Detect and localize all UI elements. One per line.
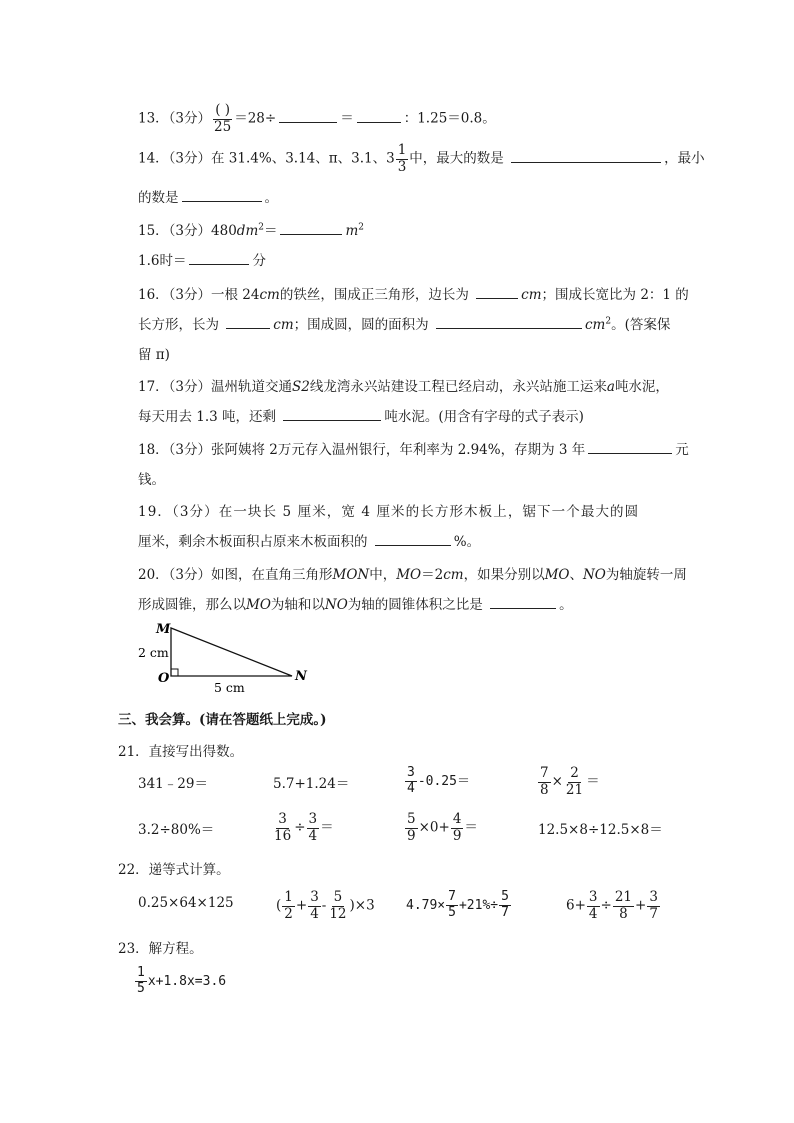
side-label-on: 5 cm bbox=[214, 680, 245, 695]
calc-item: 12.5×8÷12.5×8＝ bbox=[538, 822, 663, 838]
question-18-line-1: 18．（3分）张阿姨将 2万元存入温州银行，年利率为 2.94%，存期为 3 年 元 bbox=[138, 438, 689, 458]
calc-item: $\frac{7}{8}$ × $\frac{2}{21}$ ＝ bbox=[540, 765, 600, 798]
question-19-line-2: 厘米，剩余木板面积占原来木板面积的 %。 bbox=[138, 530, 480, 550]
answer-blank[interactable] bbox=[375, 531, 451, 546]
answer-blank[interactable] bbox=[280, 220, 342, 235]
answer-blank[interactable] bbox=[226, 314, 270, 329]
calc-item: $\frac{3}{16}$ ÷ $\frac{3}{4}$ ＝ bbox=[274, 811, 334, 844]
expression-2: ( $\frac{1}{2}$ + $\frac{3}{4}$ - $\frac{5}{12}$ )×3 bbox=[276, 889, 375, 922]
question-16-line-3: 留 π) bbox=[138, 347, 170, 363]
right-angle-mark bbox=[171, 669, 178, 676]
question-16-line-2: 长方形，长为 cm；围成圆，圆的面积为 $cm^2$。(答案保 bbox=[138, 313, 670, 333]
question-18-line-2: 钱。 bbox=[138, 472, 165, 488]
answer-blank[interactable] bbox=[436, 314, 582, 329]
calc-item: 341﹣29＝ bbox=[138, 776, 208, 792]
calc-item: $\frac{3}{4}$ -0.25＝ bbox=[407, 765, 470, 796]
triangle-mon bbox=[171, 628, 292, 676]
vertex-label-m: M bbox=[156, 622, 171, 637]
right-triangle-figure bbox=[130, 618, 320, 698]
question-14-line-1: 14．（3分）在 31.4%、3.14、π、3.1、3 $\frac{1}{3}$ 中，最大的数是 ，最小 bbox=[138, 142, 705, 175]
question-14-line-2: 的数是 。 bbox=[138, 186, 278, 206]
vertex-label-o: O bbox=[158, 671, 170, 686]
answer-blank[interactable] bbox=[490, 594, 556, 609]
question-23-title: 23．解方程。 bbox=[118, 941, 203, 957]
answer-blank[interactable] bbox=[357, 108, 401, 123]
question-20-line-2: 形成圆锥，那么以MO为轴和以NO为轴的圆锥体积之比是 。 bbox=[138, 593, 573, 613]
question-21-title: 21．直接写出得数。 bbox=[118, 744, 244, 760]
expression-4: 6+ $\frac{3}{4}$ ÷ $\frac{21}{8}$ + $\frac{3}{7}$ bbox=[566, 889, 658, 922]
side-label-mo: 2 cm bbox=[138, 645, 169, 660]
calc-item: 5.7+1.24＝ bbox=[273, 776, 350, 792]
calc-item: 3.2÷80%＝ bbox=[138, 822, 215, 838]
answer-blank[interactable] bbox=[588, 439, 672, 454]
question-13: 13．（3分） $\frac{( )}{25}$ ＝28÷ ＝ ：1.25＝0.8。 bbox=[138, 102, 496, 135]
fraction-blank-over-25: $\frac{( )}{25}$ bbox=[214, 102, 232, 135]
answer-blank[interactable] bbox=[189, 250, 249, 265]
expression-3: 4.79× $\frac{7}{5}$ +21%÷ $\frac{5}{7}$ bbox=[406, 889, 509, 920]
equation: $\frac{1}{5}$ x+1.8x=3.6 bbox=[137, 965, 227, 996]
answer-blank[interactable] bbox=[511, 148, 661, 163]
question-19-line-1: 19．（3分）在一块长 5 厘米，宽 4 厘米的长方形木板上，锯下一个最大的圆 bbox=[138, 504, 640, 520]
section-3-heading: 三、我会算。(请在答题纸上完成。) bbox=[118, 712, 327, 728]
question-15-line-1: 15．（3分）$480dm^2= m^2$ bbox=[138, 219, 364, 239]
answer-blank[interactable] bbox=[279, 108, 337, 123]
question-15-line-2: 1.6时＝ 分 bbox=[138, 249, 266, 269]
expression-1: 0.25×64×125 bbox=[138, 895, 234, 911]
question-20-line-1: 20．（3分）如图，在直角三角形MON中，MO＝2cm，如果分别以MO、NO为轴旋转一周 bbox=[138, 567, 687, 583]
question-17-line-2: 每天用去 1.3 吨，还剩 吨水泥。(用含有字母的式子表示) bbox=[138, 405, 584, 425]
mixed-fraction: $\frac{1}{3}$ bbox=[397, 142, 407, 175]
question-17-line-1: 17．（3分）温州轨道交通S2线龙湾永兴站建设工程已经启动，永兴站施工运来a吨水泥， bbox=[138, 379, 669, 395]
vertex-label-n: N bbox=[295, 669, 307, 684]
question-16-line-1: 16．（3分）一根 24cm的铁丝，围成正三角形，边长为 cm；围成长宽比为 2：1 的 bbox=[138, 283, 689, 303]
calc-item: $\frac{5}{9}$ ×0+ $\frac{4}{9}$ ＝ bbox=[407, 811, 478, 844]
answer-blank[interactable] bbox=[476, 284, 518, 299]
answer-blank[interactable] bbox=[182, 187, 262, 202]
answer-blank[interactable] bbox=[283, 406, 381, 421]
question-22-title: 22．递等式计算。 bbox=[118, 862, 230, 878]
